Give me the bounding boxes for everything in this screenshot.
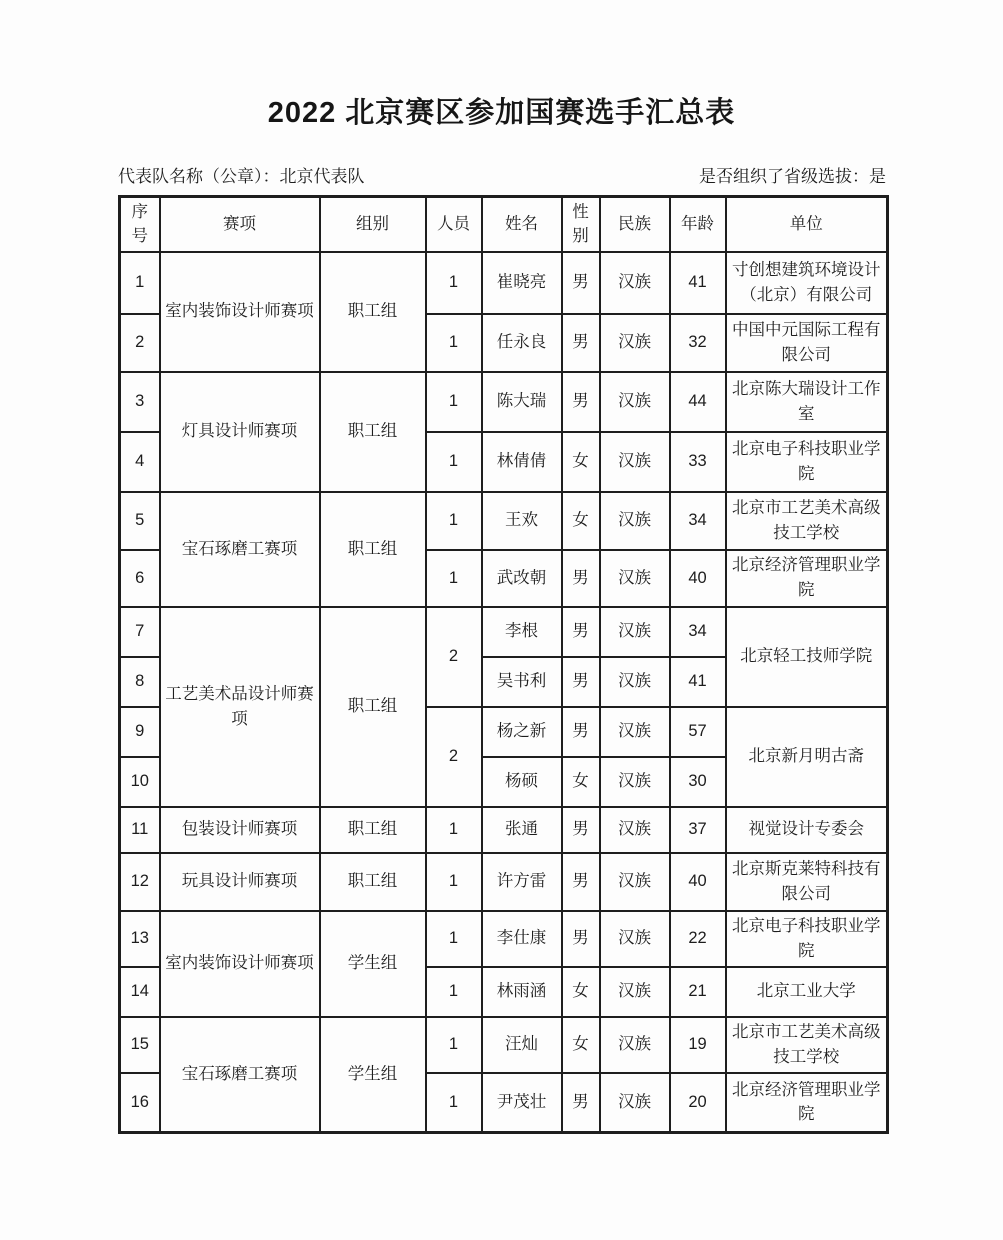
cell-ethnicity: 汉族 [600,252,670,314]
table-row [120,1017,888,1073]
cell-count: 1 [426,492,482,550]
cell-count: 1 [426,807,482,853]
cell-event: 宝石琢磨工赛项 [160,492,320,607]
cell-name: 武改朝 [482,550,562,607]
cell-ethnicity: 汉族 [600,1073,670,1133]
cell-event: 包装设计师赛项 [160,807,320,853]
cell-count: 1 [426,252,482,314]
cell-ethnicity: 汉族 [600,432,670,492]
table-row [120,807,888,853]
cell-ethnicity: 汉族 [600,1017,670,1073]
cell-count: 1 [426,967,482,1017]
cell-ethnicity: 汉族 [600,607,670,657]
cell-unit: 北京斯克莱特科技有限公司 [726,853,888,911]
cell-count: 1 [426,911,482,967]
cell-gender: 女 [562,757,600,807]
col-header-unit: 单位 [726,197,888,252]
cell-event: 宝石琢磨工赛项 [160,1017,320,1133]
cell-unit: 北京电子科技职业学院 [726,432,888,492]
cell-no: 11 [120,807,160,853]
cell-age: 34 [670,492,726,550]
cell-name: 陈大瑞 [482,372,562,432]
cell-gender: 女 [562,967,600,1017]
cell-name: 许方雷 [482,853,562,911]
cell-name: 杨之新 [482,707,562,757]
team-name-label: 代表队名称（公章）：北京代表队 [118,167,365,186]
cell-gender: 男 [562,607,600,657]
cell-age: 57 [670,707,726,757]
cell-unit: 寸创想建筑环境设计（北京）有限公司 [726,252,888,314]
col-header-count: 人员 [426,197,482,252]
cell-unit: 北京经济管理职业学院 [726,1073,888,1133]
cell-age: 34 [670,607,726,657]
cell-no: 16 [120,1073,160,1133]
cell-gender: 男 [562,252,600,314]
cell-gender: 男 [562,657,600,707]
cell-gender: 男 [562,911,600,967]
cell-group: 学生组 [320,1017,426,1133]
cell-no: 2 [120,314,160,372]
cell-ethnicity: 汉族 [600,807,670,853]
cell-unit: 视觉设计专委会 [726,807,888,853]
page-title: 2022 北京赛区参加国赛选手汇总表 [267,97,736,129]
cell-no: 13 [120,911,160,967]
cell-age: 20 [670,1073,726,1133]
cell-gender: 男 [562,1073,600,1133]
cell-event: 室内装饰设计师赛项 [160,252,320,372]
cell-unit: 北京新月明古斋 [726,707,888,807]
table-row [120,492,888,550]
cell-no: 15 [120,1017,160,1073]
cell-ethnicity: 汉族 [600,657,670,707]
cell-age: 41 [670,657,726,707]
cell-gender: 男 [562,314,600,372]
cell-age: 40 [670,550,726,607]
cell-age: 19 [670,1017,726,1073]
cell-unit: 北京电子科技职业学院 [726,911,888,967]
cell-gender: 男 [562,853,600,911]
cell-name: 尹茂壮 [482,1073,562,1133]
cell-event: 玩具设计师赛项 [160,853,320,911]
cell-age: 21 [670,967,726,1017]
cell-count: 1 [426,550,482,607]
cell-gender: 男 [562,550,600,607]
contestant-roster-table [118,195,889,1134]
cell-group: 学生组 [320,911,426,1017]
cell-gender: 男 [562,372,600,432]
cell-no: 12 [120,853,160,911]
cell-event: 灯具设计师赛项 [160,372,320,492]
col-header-event: 赛项 [160,197,320,252]
cell-gender: 女 [562,1017,600,1073]
cell-ethnicity: 汉族 [600,757,670,807]
cell-group: 职工组 [320,607,426,807]
cell-no: 8 [120,657,160,707]
cell-name: 汪灿 [482,1017,562,1073]
cell-unit: 中国中元国际工程有限公司 [726,314,888,372]
cell-group: 职工组 [320,853,426,911]
cell-count: 1 [426,372,482,432]
cell-name: 李仕康 [482,911,562,967]
cell-unit: 北京陈大瑞设计工作室 [726,372,888,432]
cell-name: 吴书利 [482,657,562,707]
cell-unit: 北京轻工技师学院 [726,607,888,707]
cell-gender: 男 [562,707,600,757]
cell-count: 1 [426,432,482,492]
cell-name: 杨硕 [482,757,562,807]
cell-no: 7 [120,607,160,657]
cell-ethnicity: 汉族 [600,314,670,372]
cell-group: 职工组 [320,372,426,492]
col-header-group: 组别 [320,197,426,252]
cell-no: 4 [120,432,160,492]
cell-unit: 北京工业大学 [726,967,888,1017]
col-header-ethnicity: 民族 [600,197,670,252]
table-header-row [120,197,888,252]
cell-age: 22 [670,911,726,967]
cell-name: 王欢 [482,492,562,550]
cell-age: 40 [670,853,726,911]
cell-age: 32 [670,314,726,372]
table-row [120,607,888,657]
cell-no: 9 [120,707,160,757]
col-header-gender: 性别 [562,197,600,252]
cell-count: 1 [426,1073,482,1133]
cell-no: 10 [120,757,160,807]
cell-no: 5 [120,492,160,550]
cell-event: 室内装饰设计师赛项 [160,911,320,1017]
cell-gender: 女 [562,432,600,492]
cell-ethnicity: 汉族 [600,707,670,757]
table-row [120,252,888,314]
cell-ethnicity: 汉族 [600,853,670,911]
cell-count: 2 [426,607,482,707]
cell-no: 6 [120,550,160,607]
col-header-age: 年龄 [670,197,726,252]
cell-name: 李根 [482,607,562,657]
cell-name: 林雨涵 [482,967,562,1017]
cell-age: 33 [670,432,726,492]
cell-ethnicity: 汉族 [600,967,670,1017]
cell-group: 职工组 [320,252,426,372]
table-row [120,853,888,911]
cell-ethnicity: 汉族 [600,492,670,550]
provincial-selection-label: 是否组织了省级选拔：是 [699,167,886,186]
cell-age: 44 [670,372,726,432]
cell-name: 张通 [482,807,562,853]
cell-name: 崔晓亮 [482,252,562,314]
col-header-no: 序号 [120,197,160,252]
cell-age: 30 [670,757,726,807]
cell-count: 1 [426,1017,482,1073]
cell-unit: 北京经济管理职业学院 [726,550,888,607]
cell-ethnicity: 汉族 [600,550,670,607]
cell-gender: 男 [562,807,600,853]
cell-unit: 北京市工艺美术高级技工学校 [726,492,888,550]
col-header-name: 姓名 [482,197,562,252]
cell-group: 职工组 [320,807,426,853]
cell-group: 职工组 [320,492,426,607]
cell-no: 14 [120,967,160,1017]
cell-name: 林倩倩 [482,432,562,492]
cell-count: 1 [426,314,482,372]
table-row [120,911,888,967]
cell-age: 41 [670,252,726,314]
table-row [120,372,888,432]
cell-event: 工艺美术品设计师赛项 [160,607,320,807]
cell-unit: 北京市工艺美术高级技工学校 [726,1017,888,1073]
cell-gender: 女 [562,492,600,550]
cell-no: 1 [120,252,160,314]
cell-name: 任永良 [482,314,562,372]
cell-ethnicity: 汉族 [600,911,670,967]
cell-count: 1 [426,853,482,911]
cell-no: 3 [120,372,160,432]
cell-ethnicity: 汉族 [600,372,670,432]
cell-age: 37 [670,807,726,853]
meta-line [118,162,886,187]
cell-count: 2 [426,707,482,807]
